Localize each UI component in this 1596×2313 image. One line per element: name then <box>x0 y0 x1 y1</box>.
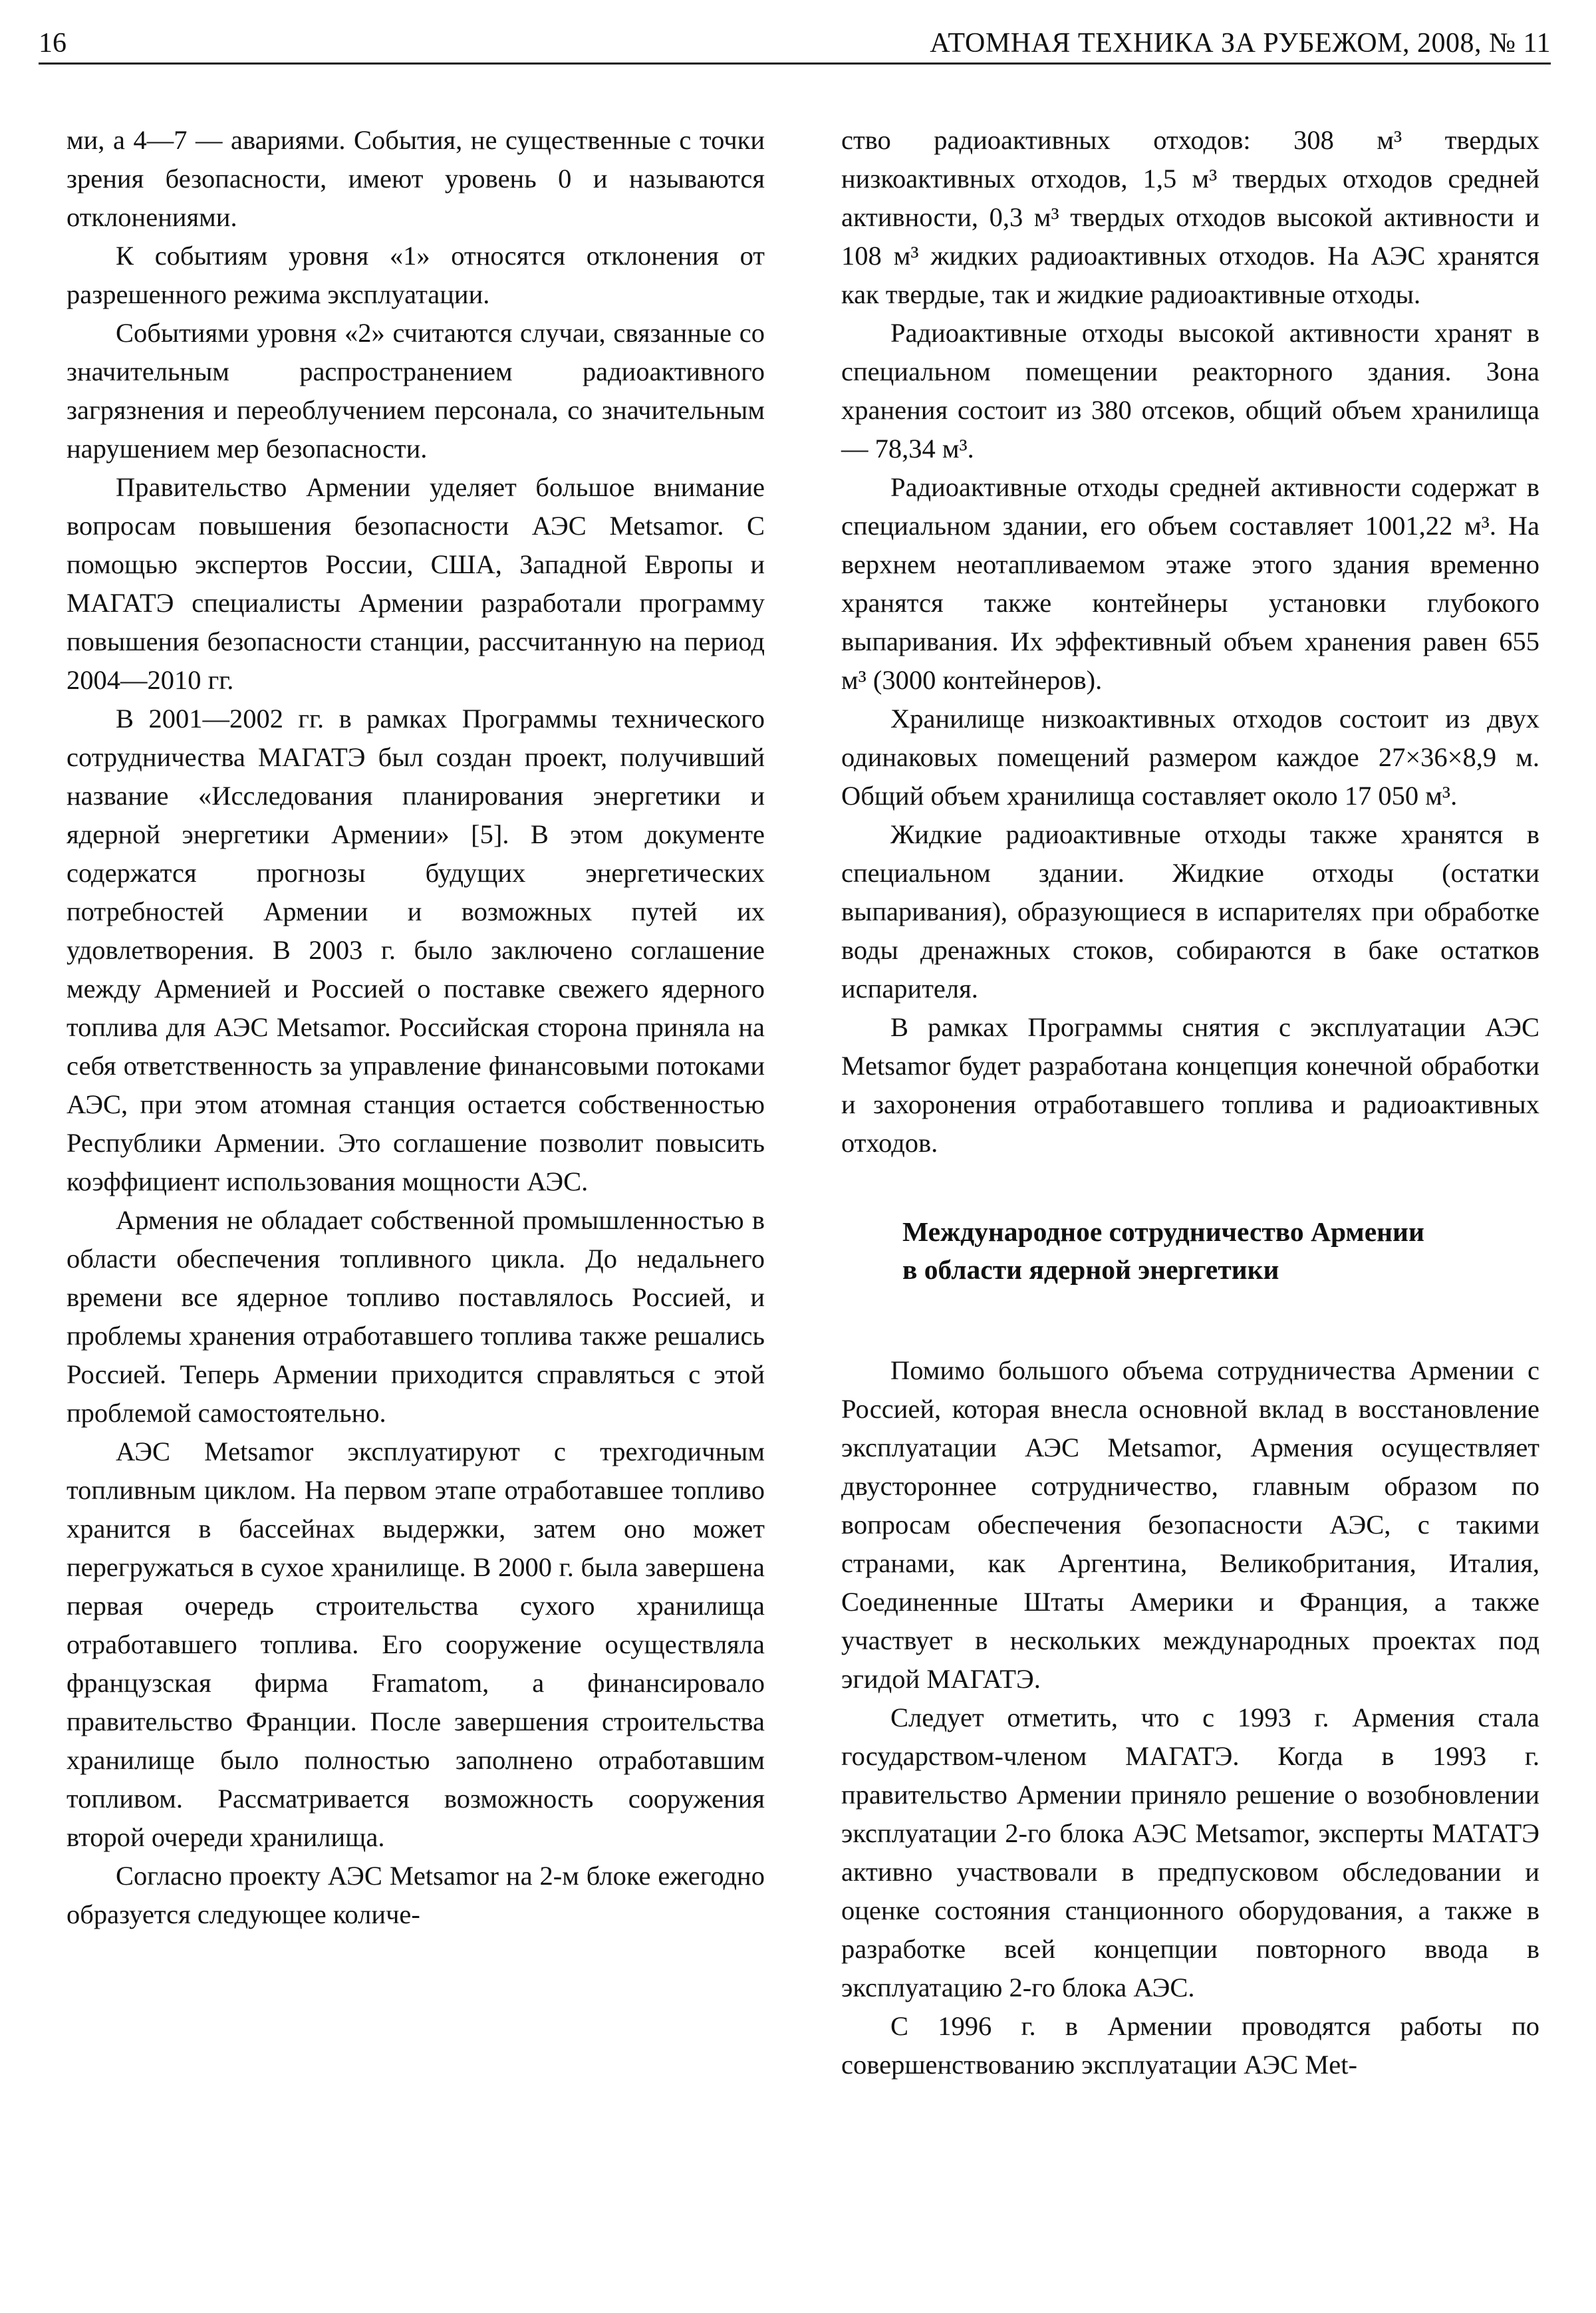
paragraph: В 2001—2002 гг. в рамках Программы технического сотрудничества МАГАТЭ был создан проект, получивший название «Исследования планирования энергетики и ядерной энергетики Армении» [5]. В этом документе содержатся прогнозы будущих энергетических потребностей Армении и возможных путей их удовлетворения. В 2003 г. было заключено соглашение между Арменией и Россией о поставке свежего ядерного топлива для АЭС Metsamor. Российская сторона приняла на себя ответственность за управление финансовыми потоками АЭС, при этом атомная станция остается собственностью Республики Армении. Это соглашение позволит повысить коэффициент использования мощности АЭС. <box>66 704 765 1196</box>
paragraph: Радиоактивные отходы средней активности содержат в специальном здании, его объем составляет 1001,22 м³. На верхнем неотапливаемом этаже этого здания временно хранятся также контейнеры установки глубокого выпаривания. Их эффективный объем хранения равен 655 м³ (3000 контейнеров). <box>841 472 1539 695</box>
section-heading <box>902 1213 1501 1289</box>
journal-running-title: АТОМНАЯ ТЕХНИКА ЗА РУБЕЖОМ, 2008, № 11 <box>930 28 1551 59</box>
left-column <box>66 121 765 1934</box>
paragraph: К событиям уровня «1» относятся отклонения от разрешенного режима эксплуатации. <box>66 241 765 309</box>
paragraph: Событиями уровня «2» считаются случаи, связанные со значительным распространением радиоактивного загрязнения и переоблучением персонала, со значительным нарушением мер безопасности. <box>66 318 765 464</box>
paragraph: Следует отметить, что с 1993 г. Армения стала государством-членом МАГАТЭ. Когда в 1993 г. правительство Армении приняло решение о возобновлении эксплуатации 2-го блока АЭС Metsamor, эксперты МАТАТЭ активно участвовали в предпусковом обследовании и оценке состояния станционного оборудования, а также в разработке всей концепции повторного ввода в эксплуатацию 2-го блока АЭС. <box>841 1702 1539 2002</box>
paragraph: Согласно проекту АЭС Metsamor на 2-м блоке ежегодно образуется следующее количе- <box>66 1861 765 1929</box>
section-heading-line: в области ядерной энергетики <box>902 1254 1279 1285</box>
right-column <box>841 121 1539 2084</box>
page-header <box>39 24 1551 65</box>
paragraph: С 1996 г. в Армении проводятся работы по совершенствованию эксплуатации АЭС Met- <box>841 2011 1539 2080</box>
paragraph: Армения не обладает собственной промышленностью в области обеспечения топливного цикла. До недальнего времени все ядерное топливо поставлялось Россией, и проблемы хранения отработавшего топлива также решались Россией. Теперь Армении приходится справляться с этой проблемой самостоятельно. <box>66 1205 765 1428</box>
paragraph: ми, а 4—7 — авариями. События, не существенные с точки зрения безопасности, имеют уровень 0 и называются отклонениями. <box>66 125 765 232</box>
paragraph: ство радиоактивных отходов: 308 м³ твердых низкоактивных отходов, 1,5 м³ твердых отходов средней активности, 0,3 м³ твердых отходов высокой активности и 108 м³ жидких радиоактивных отходов. На АЭС хранятся как твердые, так и жидкие радиоактивные отходы. <box>841 125 1539 309</box>
paragraph: АЭС Metsamor эксплуатируют с трехгодичным топливным циклом. На первом этапе отработавшее топливо хранится в бассейнах выдержки, затем оно может перегружаться в сухое хранилище. В 2000 г. была завершена первая очередь строительства сухого хранилища отработавшего топлива. Его сооружение осуществляла французская фирма Framatom, а финансировало правительство Франции. После завершения строительства хранилище было полностью заполнено отработавшим топливом. Рассматривается возможность сооружения второй очереди хранилища. <box>66 1436 765 1852</box>
section-heading-line: Международное сотрудничество Армении <box>902 1216 1424 1247</box>
paragraph: В рамках Программы снятия с эксплуатации АЭС Metsamor будет разработана концепция конечной обработки и захоронения отработавшего топлива и радиоактивных отходов. <box>841 1012 1539 1158</box>
paragraph: Правительство Армении уделяет большое внимание вопросам повышения безопасности АЭС Metsamor. С помощью экспертов России, США, Западной Европы и МАГАТЭ специалисты Армении разработали программу повышения безопасности станции, рассчитанную на период 2004—2010 гг. <box>66 472 765 695</box>
paragraph: Помимо большого объема сотрудничества Армении с Россией, которая внесла основной вклад в восстановление эксплуатации АЭС Metsamor, Армения осуществляет двустороннее сотрудничество, главным образом по вопросам обеспечения безопасности АЭС, с такими странами, как Аргентина, Великобритания, Италия, Соединенные Штаты Америки и Франция, а также участвует в нескольких международных проектах под эгидой МАГАТЭ. <box>841 1355 1539 1694</box>
page-number: 16 <box>39 28 66 59</box>
paragraph: Жидкие радиоактивные отходы также хранятся в специальном здании. Жидкие отходы (остатки выпаривания), образующиеся в испарителях при обработке воды дренажных стоков, собираются в баке остатков испарителя. <box>841 819 1539 1004</box>
paragraph: Радиоактивные отходы высокой активности хранят в специальном помещении реакторного здания. Зона хранения состоит из 380 отсеков, общий объем хранилища — 78,34 м³. <box>841 318 1539 464</box>
paragraph: Хранилище низкоактивных отходов состоит из двух одинаковых помещений размером каждое 27×36×8,9 м. Общий объем хранилища составляет около 17 050 м³. <box>841 704 1539 811</box>
